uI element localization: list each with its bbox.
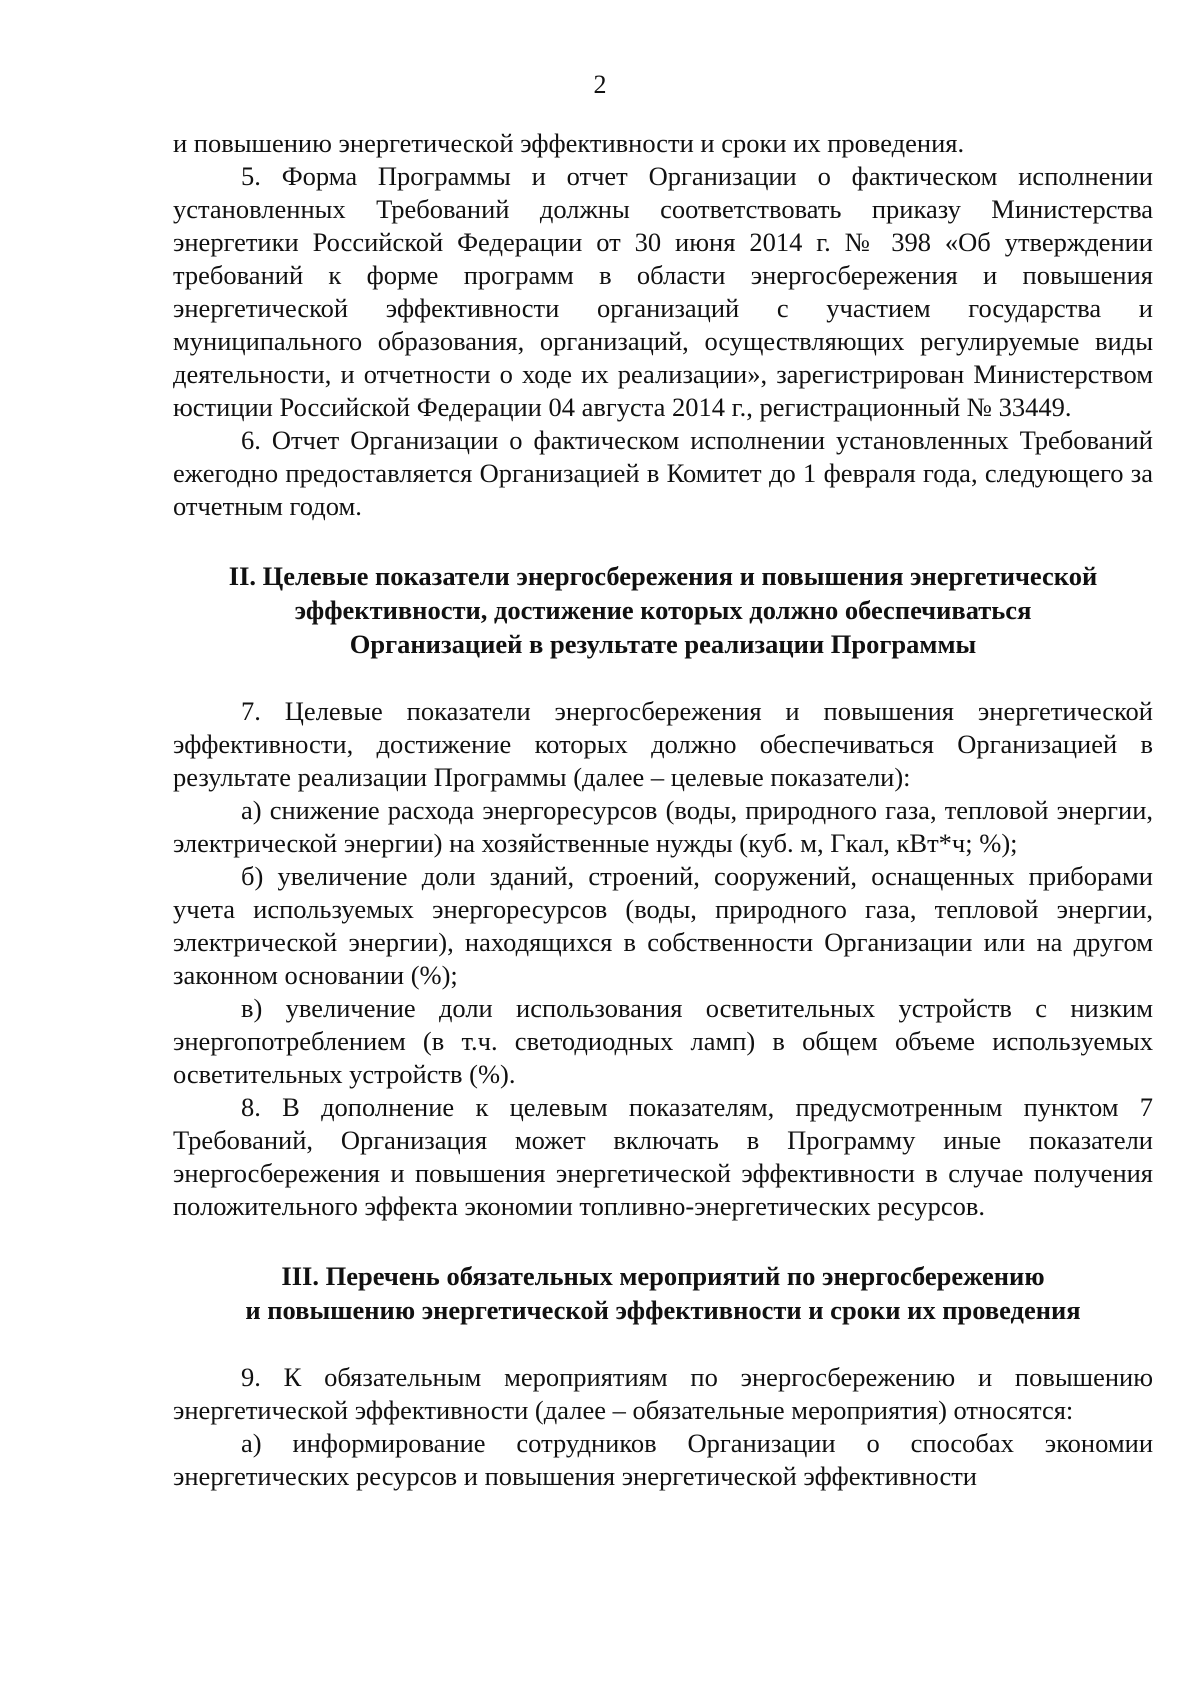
heading-line: III. Перечень обязательных мероприятий по энергосбережению <box>281 1261 1045 1291</box>
paragraph-item-6: 6. Отчет Организации о фактическом исполнении установленных Требований ежегодно предоставляется Организацией в Комитет до 1 февраля года, следующего за отчетным годом. <box>173 425 1153 521</box>
paragraph-item-9a: а) информирование сотрудников Организации о способах экономии энергетических ресурсов и повышения энергетической эффективности <box>173 1428 1153 1491</box>
heading-line: II. Целевые показатели энергосбережения и повышения энергетической <box>228 561 1098 591</box>
spacer <box>173 661 1153 695</box>
spacer <box>173 523 1153 559</box>
document-body <box>173 127 1153 1493</box>
section-heading-2 <box>173 559 1153 661</box>
paragraph-item-7c: в) увеличение доли использования осветительных устройств с низким энергопотреблением (в т.ч. светодиодных ламп) в общем объеме используемых осветительных устройств (%). <box>173 993 1153 1089</box>
heading-line: и повышению энергетической эффективности и сроки их проведения <box>245 1295 1081 1325</box>
section-heading-3 <box>173 1259 1153 1327</box>
paragraph-item-7: 7. Целевые показатели энергосбережения и повышения энергетической эффективности, достижение которых должно обеспечиваться Организацией в результате реализации Программы (далее – целевые показатели): <box>173 696 1153 792</box>
page-number: 2 <box>593 70 607 99</box>
paragraph-item-7b: б) увеличение доли зданий, строений, сооружений, оснащенных приборами учета используемых энергоресурсов (воды, природного газа, тепловой энергии, электрической энергии), находящихся в собственности Организации или на другом законном основании (%); <box>173 861 1153 990</box>
paragraph-item-7a: а) снижение расхода энергоресурсов (воды, природного газа, тепловой энергии, электрической энергии) на хозяйственные нужды (куб. м, Гкал, кВт*ч; %); <box>173 795 1153 858</box>
heading-line: эффективности, достижение которых должно обеспечиваться <box>294 595 1032 625</box>
heading-line: Организацией в результате реализации Программы <box>349 629 977 659</box>
paragraph-item-8: 8. В дополнение к целевым показателям, предусмотренным пунктом 7 Требований, Организация может включать в Программу иные показатели энергосбережения и повышения энергетической эффективности в случае получения положительного эффекта экономии топливно-энергетических ресурсов. <box>173 1092 1153 1221</box>
paragraph-item-5: 5. Форма Программы и отчет Организации о фактическом исполнении установленных Требований должны соответствовать приказу Министерства энергетики Российской Федерации от 30 июня 2014 г. № 398 «Об утверждении требований к форме программ в области энергосбережения и повышения энергетической эффективности организаций с участием государства и муниципального образования, организаций, осуществляющих регулируемые виды деятельности, и отчетности о ходе их реализации», зарегистрирован Министерством юстиции Российской Федерации 04 августа 2014 г., регистрационный № 33449. <box>173 161 1153 422</box>
spacer <box>173 1223 1153 1259</box>
paragraph-continuation: и повышению энергетической эффективности и сроки их проведения. <box>173 128 965 158</box>
spacer <box>173 1327 1153 1361</box>
paragraph-item-9: 9. К обязательным мероприятиям по энергосбережению и повышению энергетической эффективности (далее – обязательные мероприятия) относятся: <box>173 1362 1153 1425</box>
